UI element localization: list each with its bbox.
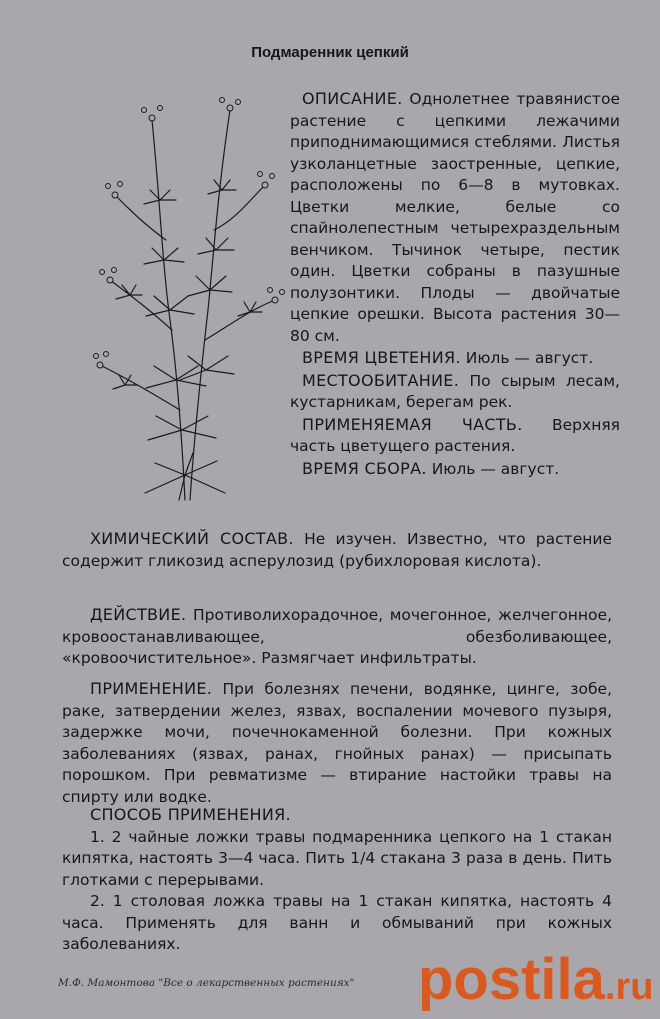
flowering-heading: ВРЕМЯ ЦВЕТЕНИЯ. <box>302 348 461 367</box>
habitat-heading: МЕСТООБИТАНИЕ. <box>302 370 460 390</box>
harvest-heading: ВРЕМЯ СБОРА. <box>302 458 427 478</box>
used-part-text: Верхняя часть цветущего растения. <box>290 415 620 455</box>
chemistry-text: Не изучен. Известно, что растение содержит гликозид асперулозид (рубихлоровая кислота). <box>62 530 612 570</box>
source-citation: М.Ф. Мамонтова "Все о лекарственных растениях" <box>58 977 355 989</box>
watermark-logo <box>418 948 653 1012</box>
harvest-text: Июль — август. <box>431 459 560 478</box>
method-heading: СПОСОБ ПРИМЕНЕНИЯ. <box>90 805 291 824</box>
action-section <box>62 604 612 670</box>
right-column-text <box>290 88 620 480</box>
application-text: При болезнях печени, водянке, цинге, зобе, раке, затвердении желез, язвах, воспалении мочевого пузыря, задержке мочи, почечнокаменной болезни. При кожных заболеваниях (язвах, ранах, гнойных ранах) — присыпать порошком. При ревматизме — втирание настойки травы на спирту или водке. <box>62 680 612 806</box>
method-section <box>62 804 612 956</box>
page-title: Подмаренник цепкий <box>251 44 409 61</box>
habitat-block <box>290 370 620 414</box>
flowering-block <box>290 347 620 370</box>
plant-illustration-icon <box>90 80 290 510</box>
chemistry-section <box>62 528 612 572</box>
flowering-text: Июль — август. <box>465 349 594 367</box>
chemistry-heading: ХИМИЧЕСКИЙ СОСТАВ. <box>90 529 294 548</box>
habitat-text: По сырым лесам, кустарникам, берегам рек. <box>290 371 620 411</box>
action-heading: ДЕЙСТВИЕ. <box>90 605 187 624</box>
watermark-tld: ru <box>615 966 654 1008</box>
application-section <box>62 678 612 808</box>
method-item: 2. 1 столовая ложка травы на 1 стакан кипятка, настоять 4 часа. Применять для ванн и обмываний при кожных заболеваниях. <box>62 892 612 953</box>
used-part-heading: ПРИМЕНЯЕМАЯ ЧАСТЬ. <box>302 414 523 434</box>
action-text: Противолихорадочное, мочегонное, желчегонное, кровоостанавливающее, обезболивающее, «кровоочистительное». Размягчает инфильтраты. <box>62 606 612 667</box>
description-heading: ОПИСАНИЕ. <box>302 89 403 108</box>
harvest-block <box>290 458 620 481</box>
description-text: Однолетнее травянистое растение с цепкими лежачими приподнимающимися стеблями. Листья узколанцетные заостренные, цепкие, расположены по 6—8 в мутовках. Цветки мелкие, белые со спайнолепестным четырехраздельным венчиком. Тычинок четыре, пестик один. Цветки собраны в пазушные полузонтики. Плоды — двойчатые цепкие орешки. Высота растения 30—80 см. <box>290 90 620 345</box>
watermark-name: postila <box>418 947 605 1012</box>
method-item: 1. 2 чайные ложки травы подмаренника цепкого на 1 стакан кипятка, настоять 3—4 часа. Пить 1/4 стакана 3 раза в день. Пить глотками с перерывами. <box>62 827 612 889</box>
description-block <box>290 88 620 347</box>
application-heading: ПРИМЕНЕНИЕ. <box>90 679 213 698</box>
watermark-dot: . <box>604 966 616 1008</box>
used-part-block <box>290 414 620 458</box>
